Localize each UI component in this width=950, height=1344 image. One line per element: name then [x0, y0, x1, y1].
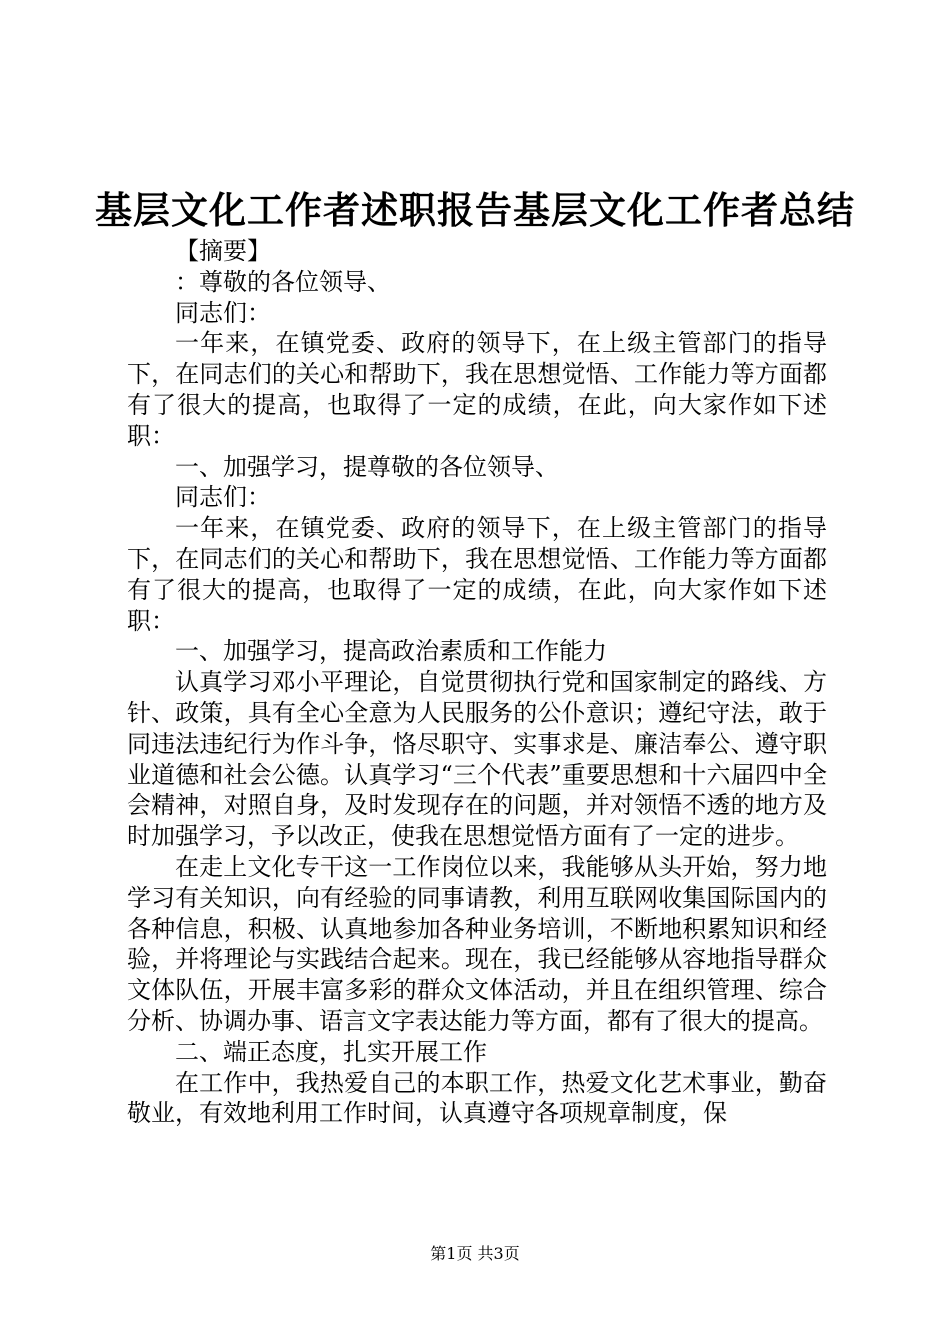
document-title: 基层文化工作者述职报告基层文化工作者总结	[95, 188, 855, 232]
document-body	[127, 236, 827, 1129]
paragraph: 一年来，在镇党委、政府的领导下，在上级主管部门的指导下，在同志们的关心和帮助下，我在思想觉悟、工作能力等方面都有了很大的提高，也取得了一定的成绩，在此，向大家作如下述职：	[127, 514, 827, 635]
abstract-heading: 【摘要】	[175, 237, 271, 265]
paragraph: 在走上文化专干这一工作岗位以来，我能够从头开始，努力地学习有关知识，向有经验的同事请教，利用互联网收集国际国内的各种信息，积极、认真地参加各种业务培训，不断地积累知识和经验，并将理论与实践结合起来。现在，我已经能够从容地指导群众文体队伍，开展丰富多彩的群众文体活动，并且在组织管理、综合分析、协调办事、语言文字表达能力等方面，都有了很大的提高。	[127, 852, 827, 1035]
paragraph: 同志们：	[175, 298, 271, 327]
section-heading: 一、加强学习，提尊敬的各位领导、	[175, 452, 559, 481]
paragraph: 在工作中，我热爱自己的本职工作，热爱文化艺术事业，勤奋敬业，有效地利用工作时间，认真遵守各项规章制度，保	[127, 1068, 827, 1128]
section-heading: 一、加强学习，提高政治素质和工作能力	[175, 637, 607, 666]
paragraph: 一年来，在镇党委、政府的领导下，在上级主管部门的指导下，在同志们的关心和帮助下，我在思想觉悟、工作能力等方面都有了很大的提高，也取得了一定的成绩，在此，向大家作如下述职：	[127, 329, 827, 450]
paragraph: ：尊敬的各位领导、	[175, 267, 391, 296]
paragraph: 认真学习邓小平理论，自觉贯彻执行党和国家制定的路线、方针、政策，具有全心全意为人民服务的公仆意识；遵纪守法，敢于同违法违纪行为作斗争，恪尽职守、实事求是、廉洁奉公、遵守职业道德和社会公德。认真学习“三个代表”重要思想和十六届四中全会精神，对照自身，及时发现存在的问题，并对领悟不透的地方及时加强学习，予以改正，使我在思想觉悟方面有了一定的进步。	[127, 668, 827, 851]
page-number-footer: 第1页 共3页	[430, 1244, 520, 1263]
paragraph: 同志们：	[175, 483, 271, 512]
section-heading: 二、端正态度，扎实开展工作	[175, 1037, 487, 1066]
